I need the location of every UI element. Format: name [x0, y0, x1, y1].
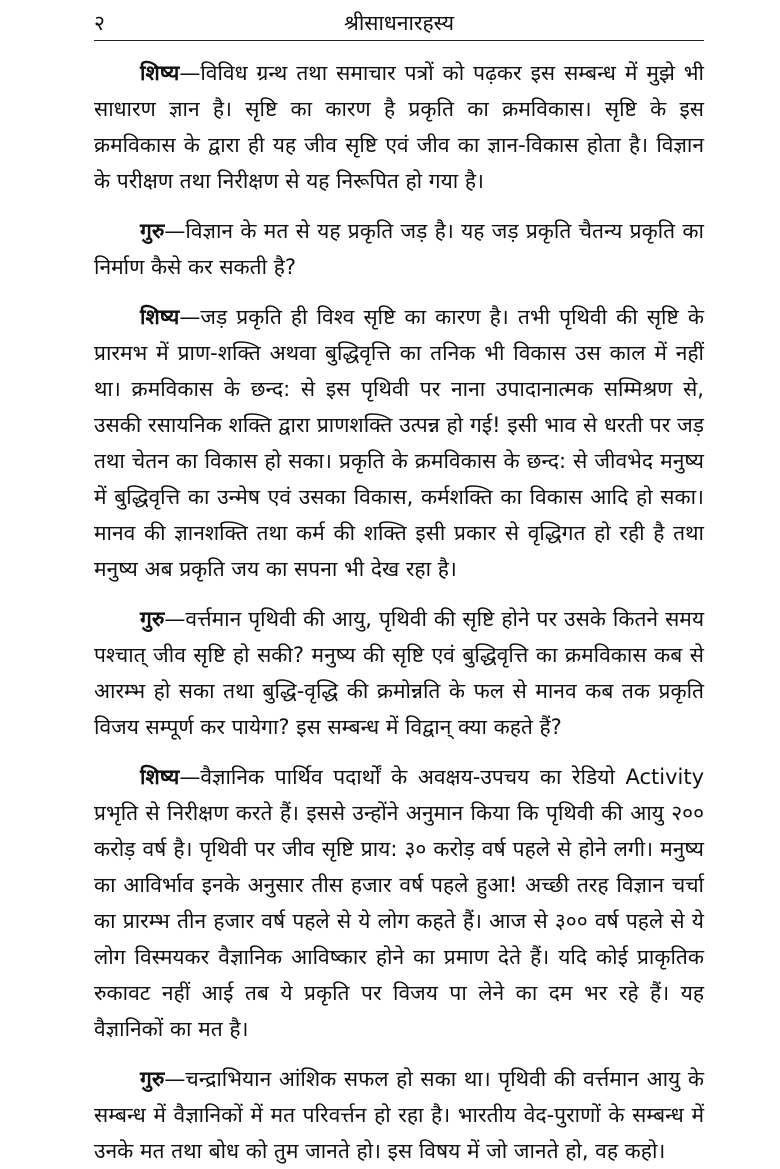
speaker-label: शिष्य	[140, 765, 180, 789]
running-title: श्रीसाधनारहस्य	[343, 11, 455, 35]
page-header	[94, 8, 704, 38]
speaker-label: शिष्य	[140, 305, 180, 329]
paragraph-text: —वर्त्तमान पृथिवी की आयु, पृथिवी की सृष्टि होने पर उसके कितने समय पश्चात् जीव सृष्टि हो सकी? मनुष्य की सृष्टि एवं बुद्धिवृत्ति का क्रमविकास कब से आरम्भ हो सका तथा बुद्धि-वृद्धि की क्रमोन्नति के फल से मानव कब तक प्रकृति विजय सम्पूर्ण कर पायेगा? इस सम्बन्ध में विद्वान् क्या कहते हैं?	[94, 607, 704, 739]
speaker-label: शिष्य	[140, 61, 180, 85]
header-rule	[94, 40, 704, 41]
dialogue-paragraph-2	[94, 213, 704, 285]
dialogue-paragraph-4	[94, 601, 704, 745]
paragraph-text: —वैज्ञानिक पार्थिव पदार्थों के अवक्षय-उपचय का रेडियो Activity प्रभृति से निरीक्षण करते हैं। इससे उन्होंने अनुमान किया कि पृथिवी की आयु २०० करोड़ वर्ष है। पृथिवी पर जीव सृष्टि प्राय: ३० करोड़ वर्ष पहले से होने लगी। मनुष्य का आविर्भाव इनके अनुसार तीस हजार वर्ष पहले हुआ! अच्छी तरह विज्ञान चर्चा का प्रारम्भ तीन हजार वर्ष पहले से ये लोग कहते हैं। आज से ३०० वर्ष पहले से ये लोग विस्मयकर वैज्ञानिक आविष्कार होने का प्रमाण देते हैं। यदि कोई प्राकृतिक रुकावट नहीं आई तब ये प्रकृति पर विजय पा लेने का दम भर रहे हैं। यह वैज्ञानिकों का मत है।	[94, 765, 704, 1041]
paragraph-text: —जड़ प्रकृति ही विश्व सृष्टि का कारण है। तभी पृथिवी की सृष्टि के प्रारमभ में प्राण-शक्ति अथवा बुद्धिवृत्ति का तनिक भी विकास उस काल में नहीं था। क्रमविकास के छन्द: से इस पृथिवी पर नाना उपादानात्मक सम्मिश्रण से, उसकी रसायनिक शक्ति द्वारा प्राणशक्ति उत्पन्न हो गई! इसी भाव से धरती पर जड़ तथा चेतन का विकास हो सका। प्रकृति के क्रमविकास के छन्द: से जीवभेद मनुष्य में बुद्धिवृत्ति का उन्मेष एवं उसका विकास, कर्मशक्ति का विकास आदि हो सका। मानव की ज्ञानशक्ति तथा कर्म की शक्ति इसी प्रकार से वृद्धिगत हो रही है तथा मनुष्य अब प्रकृति जय का सपना भी देख रहा है।	[94, 305, 704, 581]
speaker-label: गुरु	[140, 607, 165, 631]
dialogue-paragraph-1	[94, 55, 704, 199]
dialogue-paragraph-5	[94, 759, 704, 1047]
speaker-label: गुरु	[140, 219, 165, 243]
page-number: २	[94, 11, 105, 35]
paragraph-text: —चन्द्राभियान आंशिक सफल हो सका था। पृथिवी की वर्त्तमान आयु के सम्बन्ध में वैज्ञानिकों में मत परिवर्त्तन हो रहा है। भारतीय वेद-पुराणों के सम्बन्ध में उनके मत तथा बोध को तुम जानते हो। इस विषय में जो जानते हो, वह कहो।	[94, 1067, 704, 1163]
paragraph-text: —विज्ञान के मत से यह प्रकृति जड़ है। यह जड़ प्रकृति चैतन्य प्रकृति का निर्माण कैसे कर सकती है?	[94, 219, 704, 279]
speaker-label: गुरु	[140, 1067, 165, 1091]
paragraph-text: —विविध ग्रन्थ तथा समाचार पत्रों को पढ़कर इस सम्बन्ध में मुझे भी साधारण ज्ञान है। सृष्टि का कारण है प्रकृति का क्रमविकास। सृष्टि के इस क्रमविकास के द्वारा ही यह जीव सृष्टि एवं जीव का ज्ञान-विकास होता है। विज्ञान के परीक्षण तथा निरीक्षण से यह निरूपित हो गया है।	[94, 61, 704, 193]
dialogue-paragraph-3	[94, 299, 704, 587]
dialogue-paragraph-6	[94, 1061, 704, 1169]
